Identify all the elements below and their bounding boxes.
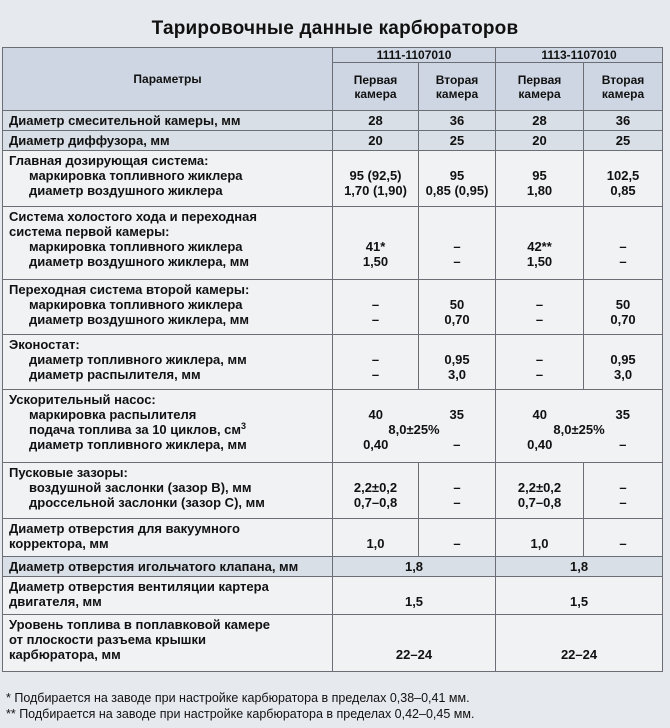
header-first-chamber: Первая камера xyxy=(496,63,584,111)
value-cell: 1,0 xyxy=(530,536,549,551)
value-cell: 20 xyxy=(333,131,419,151)
value-cell: – xyxy=(371,367,380,382)
value-cell: 8,0±25% xyxy=(553,422,605,437)
value-cell: 28 xyxy=(333,111,419,131)
row-label: маркировка распылителя xyxy=(29,407,197,422)
row-label: двигателя, мм xyxy=(9,594,102,609)
value-cell: 1,5 xyxy=(404,594,424,609)
row-label: Диаметр отверстия вентиляции картера xyxy=(9,579,269,594)
value-cell: 0,7–0,8 xyxy=(517,495,562,510)
value-cell: 0,95 xyxy=(444,352,470,367)
value-cell: 20 xyxy=(496,131,584,151)
value-cell: – xyxy=(619,536,627,551)
value-cell: 1,50 xyxy=(362,254,389,269)
value-cell: – xyxy=(619,437,627,452)
value-cell: 40 xyxy=(532,407,547,422)
value-cell: – xyxy=(619,254,627,269)
row-label: диаметр воздушного жиклера xyxy=(29,183,223,198)
value-cell: 35 xyxy=(449,407,464,422)
group-label: Эконостат: xyxy=(9,337,80,352)
row-label: карбюратора, мм xyxy=(9,647,121,662)
header-model-1113: 1113-1107010 xyxy=(496,48,663,63)
footnote-1: * Подбирается на заводе при настройке карбюратора в пределах 0,38–0,41 мм. xyxy=(6,691,470,705)
row-label: диаметр воздушного жиклера, мм xyxy=(29,312,250,327)
value-cell: 22–24 xyxy=(560,647,598,662)
value-cell: 1,8 xyxy=(333,557,496,577)
header-second-chamber: Вторая камера xyxy=(584,63,663,111)
value-cell: – xyxy=(535,297,544,312)
group-label: Ускорительный насос: xyxy=(9,392,156,407)
value-cell: 22–24 xyxy=(395,647,433,662)
value-cell: 0,7–0,8 xyxy=(353,495,398,510)
value-cell: – xyxy=(535,367,544,382)
value-cell: 0,70 xyxy=(610,312,636,327)
value-cell: 102,5 xyxy=(606,168,640,183)
value-cell: 3,0 xyxy=(613,367,633,382)
value-cell: – xyxy=(453,254,461,269)
value-cell: 0,40 xyxy=(363,437,389,452)
value-cell: – xyxy=(619,495,627,510)
row-label: диаметр распылителя, мм xyxy=(29,367,201,382)
table-row xyxy=(3,577,663,615)
header-second-chamber: Вторая камера xyxy=(419,63,496,111)
group-label: Система холостого хода и переходная xyxy=(9,209,257,224)
value-cell: 1,70 (1,90) xyxy=(344,183,407,198)
value-cell: 1,80 xyxy=(526,183,553,198)
value-cell: – xyxy=(619,480,627,495)
value-cell: – xyxy=(371,352,380,367)
group-label: Главная дозирующая система: xyxy=(9,153,209,168)
calibration-table xyxy=(2,47,663,672)
value-cell: 1,8 xyxy=(496,557,663,577)
value-cell: – xyxy=(453,239,461,254)
value-cell: 1,5 xyxy=(569,594,589,609)
table-row xyxy=(3,615,663,672)
row-label: маркировка топливного жиклера xyxy=(29,239,243,254)
footnote-2: ** Подбирается на заводе при настройке карбюратора в пределах 0,42–0,45 мм. xyxy=(6,707,475,721)
value-cell: – xyxy=(619,239,627,254)
table-row xyxy=(3,207,663,280)
value-cell: 25 xyxy=(419,131,496,151)
value-cell: 40 xyxy=(368,407,383,422)
header-first-chamber: Первая камера xyxy=(333,63,419,111)
value-cell: 2,2±0,2 xyxy=(353,480,398,495)
row-label: маркировка топливного жиклера xyxy=(29,168,243,183)
table-row xyxy=(3,557,663,577)
row-label: корректора, мм xyxy=(9,536,109,551)
table-row xyxy=(3,463,663,519)
value-cell: 35 xyxy=(615,407,630,422)
value-cell: 0,95 xyxy=(610,352,636,367)
group-label: Переходная система второй камеры: xyxy=(9,282,250,297)
value-cell: 42** xyxy=(527,239,552,254)
value-cell: 28 xyxy=(496,111,584,131)
row-label: диаметр топливного жиклера, мм xyxy=(29,352,247,367)
value-cell: – xyxy=(535,312,544,327)
value-cell: 2,2±0,2 xyxy=(517,480,562,495)
value-cell: – xyxy=(453,437,461,452)
table-row xyxy=(3,151,663,207)
value-cell: 1,50 xyxy=(526,254,553,269)
value-cell: 3,0 xyxy=(447,367,467,382)
value-cell: 50 xyxy=(615,297,631,312)
value-cell: 41* xyxy=(365,239,386,254)
row-label: диаметр воздушного жиклера, мм xyxy=(29,254,250,269)
value-cell: – xyxy=(371,297,380,312)
value-cell: 95 xyxy=(449,168,465,183)
value-cell: 0,40 xyxy=(527,437,553,452)
table-row xyxy=(3,111,663,131)
value-cell: 8,0±25% xyxy=(388,422,440,437)
table-row xyxy=(3,131,663,151)
value-cell: – xyxy=(371,312,380,327)
value-cell: – xyxy=(453,495,461,510)
table-row xyxy=(3,280,663,335)
row-label: диаметр топливного жиклера, мм xyxy=(29,437,247,452)
value-cell: 36 xyxy=(584,111,663,131)
value-cell: 0,70 xyxy=(444,312,470,327)
row-label: маркировка топливного жиклера xyxy=(29,297,243,312)
row-label: Уровень топлива в поплавковой камере xyxy=(9,617,271,632)
value-cell: 95 xyxy=(532,168,547,183)
row-label: воздушной заслонки (зазор В), мм xyxy=(29,480,252,495)
table-row xyxy=(3,519,663,557)
value-cell: 1,0 xyxy=(366,536,385,551)
row-label: дроссельной заслонки (зазор С), мм xyxy=(29,495,265,510)
table-row xyxy=(3,390,663,463)
value-cell: 95 (92,5) xyxy=(349,168,402,183)
row-label: Диаметр отверстия для вакуумного xyxy=(9,521,240,536)
group-label: Пусковые зазоры: xyxy=(9,465,128,480)
value-cell: – xyxy=(453,536,461,551)
header-model-1111: 1111-1107010 xyxy=(333,48,496,63)
value-cell: 0,85 xyxy=(610,183,636,198)
value-cell: 36 xyxy=(419,111,496,131)
group-label: система первой камеры: xyxy=(9,224,170,239)
row-label: подача топлива за 10 циклов, $см^3$ xyxy=(29,421,247,437)
value-cell: 25 xyxy=(584,131,663,151)
header-params: Параметры xyxy=(3,48,333,111)
table-row xyxy=(3,335,663,390)
row-label: Диаметр смесительной камеры, мм xyxy=(3,111,333,131)
value-cell: 0,85 (0,95) xyxy=(425,183,489,198)
value-cell: 50 xyxy=(449,297,465,312)
page-title: Тарировочные данные карбюраторов xyxy=(151,18,519,39)
row-label: от плоскости разъема крышки xyxy=(9,632,207,647)
value-cell: – xyxy=(535,352,544,367)
row-label: Диаметр диффузора, мм xyxy=(3,131,333,151)
row-label: Диаметр отверстия игольчатого клапана, мм xyxy=(3,557,333,577)
value-cell: – xyxy=(453,480,461,495)
